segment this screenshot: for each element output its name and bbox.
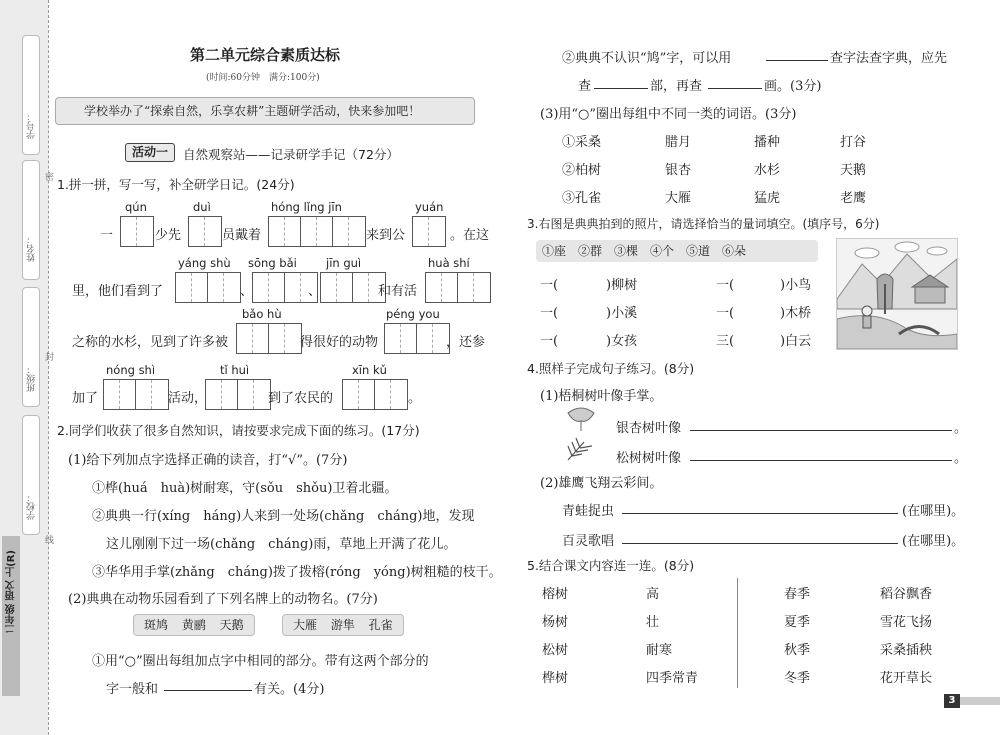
char-grid[interactable]: [188, 216, 222, 247]
answer-blank[interactable]: [766, 60, 828, 61]
blank-prefix: 一(: [540, 306, 559, 321]
text: 到了农民的: [268, 391, 334, 406]
match-item[interactable]: 松树: [542, 643, 569, 658]
text: 里，他们看到了: [72, 284, 164, 299]
word: 大雁: [665, 191, 692, 206]
answer-line[interactable]: [690, 460, 952, 461]
blank-suffix: )小溪: [606, 306, 638, 321]
blank-prefix: 一(: [540, 334, 559, 349]
word: ①采桑: [562, 135, 602, 150]
school-label: 学校：: [27, 493, 37, 520]
word: 腊月: [665, 135, 692, 150]
blank-suffix: )白云: [780, 334, 812, 349]
pinyin: sōng bǎi: [248, 256, 297, 270]
class-label: 班级：: [27, 365, 37, 392]
text: 加了: [72, 391, 99, 406]
q2-part3: (3)用“○”圈出每组中不同一类的词语。(3分): [540, 107, 797, 122]
answer-blank[interactable]: [708, 88, 762, 89]
text: (在哪里)。: [902, 504, 965, 519]
text: 。: [408, 391, 422, 406]
name-box[interactable]: [22, 160, 40, 280]
answer-line[interactable]: [622, 513, 898, 514]
animal-sign-2: 大雁 游隼 孔雀: [282, 614, 404, 636]
q4-part2: (2)雄鹰飞翔云彩间。: [540, 476, 663, 491]
word: ②柏树: [562, 163, 602, 178]
pine-needle-icon: [564, 436, 598, 464]
dict-line-a: ②典典不认识“鸠”字，可以用: [562, 51, 732, 66]
pinyin: tǐ huì: [220, 363, 250, 377]
pinyin: nóng shì: [106, 363, 156, 377]
blank-prefix: 三(: [716, 334, 735, 349]
column-divider: [737, 578, 738, 688]
answer-blank[interactable]: [594, 88, 648, 89]
word: ③孔雀: [562, 191, 602, 206]
pinyin: péng you: [386, 307, 440, 321]
blank-suffix: )木桥: [780, 306, 812, 321]
animal-sign-1: 斑鸠 黄鹂 天鹅: [133, 614, 255, 636]
q4-part1: (1)梧桐树叶像手掌。: [540, 389, 663, 404]
char-grid[interactable]: [384, 323, 450, 354]
match-item[interactable]: 桦树: [542, 671, 569, 686]
char-grid[interactable]: [205, 379, 271, 410]
char-grid[interactable]: [425, 272, 491, 303]
q1-heading: 1.拼一拼，写一写，补全研学日记。(24分): [57, 177, 295, 192]
dict-line-c: 查: [578, 79, 592, 94]
q4-line4-label: 百灵歌唱: [562, 534, 615, 549]
pinyin: duì: [193, 200, 211, 214]
match-item[interactable]: 采桑插秧: [880, 643, 933, 658]
char-grid[interactable]: [236, 323, 302, 354]
text: 员戴着: [222, 228, 262, 243]
blank-suffix: )柳树: [606, 278, 638, 293]
pinyin: hóng lǐng jīn: [271, 200, 342, 214]
pinyin: yuán: [415, 200, 444, 214]
match-item[interactable]: 夏季: [784, 615, 811, 630]
text: (在哪里)。: [902, 534, 965, 549]
blank-prefix: 一(: [540, 278, 559, 293]
match-item[interactable]: 壮: [646, 615, 660, 630]
page-title: 第二单元综合素质达标: [190, 46, 341, 64]
q5-heading: 5.结合课文内容连一连。(8分): [527, 558, 695, 573]
page-footer-bar: [960, 697, 1000, 705]
q4-line1-label: 银杏树叶像: [616, 421, 682, 436]
page-number: 3: [944, 694, 960, 708]
q2-sub1c: 有关。(4分): [254, 682, 325, 697]
scene-illustration: [836, 238, 958, 350]
match-item[interactable]: 花开草长: [880, 671, 933, 686]
char-grid[interactable]: [268, 216, 366, 247]
q2-part2: (2)典典在动物乐园看到了下列名牌上的动物名。(7分): [68, 592, 378, 607]
activity-title: 自然观察站——记录研学手记（72分）: [183, 147, 399, 162]
word: 水杉: [754, 163, 781, 178]
cut-mark-xian: 线: [45, 536, 55, 546]
dict-line-d: 部，再查: [650, 79, 703, 94]
word: 打谷: [840, 135, 867, 150]
student-id-label: 学号：: [27, 112, 37, 139]
text: 一: [100, 228, 114, 243]
dict-line-e: 画。(3分): [764, 79, 822, 94]
q2-line1: ①桦(huá huà)树耐寒，守(sǒu shǒu)卫着北疆。: [92, 481, 398, 496]
q2-sub1b: 字一般和: [106, 682, 159, 697]
char-grid[interactable]: [103, 379, 169, 410]
pinyin: bǎo hù: [242, 307, 282, 321]
char-grid[interactable]: [175, 272, 241, 303]
word: 播种: [754, 135, 781, 150]
char-grid[interactable]: [120, 216, 154, 247]
pinyin: xīn kǔ: [352, 363, 387, 377]
blank-suffix: )女孩: [606, 334, 638, 349]
text: 。在这: [450, 228, 490, 243]
char-grid[interactable]: [342, 379, 408, 410]
exam-info: (时间:60分钟 满分:100分): [206, 73, 320, 83]
ginkgo-leaf-icon: [564, 405, 598, 433]
theme-banner: 学校举办了“探索自然，乐享农耕”主题研学活动，快来参加吧！: [55, 97, 475, 125]
text: 得很好的动物: [300, 335, 379, 350]
match-item[interactable]: 杨树: [542, 615, 569, 630]
match-item[interactable]: 四季常青: [646, 671, 699, 686]
pinyin: qún: [125, 200, 147, 214]
text: 。: [954, 421, 968, 436]
match-item[interactable]: 榕树: [542, 587, 569, 602]
text: ，还参: [446, 335, 486, 350]
text: 和有活: [378, 284, 418, 299]
word: 银杏: [665, 163, 692, 178]
text: 、: [240, 284, 254, 299]
q2-line3: 这儿刚刚下过一场(chǎng cháng)雨，草地上开满了花儿。: [106, 537, 457, 552]
q4-line3-label: 青蛙捉虫: [562, 504, 615, 519]
answer-blank[interactable]: [164, 690, 252, 691]
char-grid[interactable]: [412, 216, 446, 247]
text: 之称的水杉，见到了许多被: [72, 335, 229, 350]
pinyin: jīn guì: [326, 256, 362, 270]
cut-line: [48, 0, 49, 735]
dict-line-b: 查字法查字典，应先: [830, 51, 948, 66]
blank-suffix: )小鸟: [780, 278, 812, 293]
blank-prefix: 一(: [716, 306, 735, 321]
match-item[interactable]: 秋季: [784, 643, 811, 658]
match-item[interactable]: 稻谷飘香: [880, 587, 933, 602]
word: 天鹅: [840, 163, 867, 178]
match-item[interactable]: 雪花飞扬: [880, 615, 933, 630]
char-grid[interactable]: [320, 272, 386, 303]
pinyin: huà shí: [428, 256, 470, 270]
q4-line2-label: 松树树叶像: [616, 451, 682, 466]
match-item[interactable]: 高: [646, 587, 660, 602]
q2-line2: ②典典一行(xíng háng)人来到一处场(chǎng cháng)地，发现: [92, 509, 475, 524]
measure-word-options: ①座 ②群 ③棵 ④个 ⑤道 ⑥朵: [536, 240, 818, 262]
text: 。: [954, 451, 968, 466]
text: 、: [308, 284, 322, 299]
match-item[interactable]: 冬季: [784, 671, 811, 686]
answer-line[interactable]: [622, 543, 898, 544]
activity-tag: 活动一: [125, 143, 175, 162]
text: 来到公: [366, 228, 406, 243]
word: 老鹰: [840, 191, 867, 206]
q4-heading: 4.照样子完成句子练习。(8分): [527, 361, 695, 376]
q2-part1: (1)给下列加点字选择正确的读音，打“√”。(7分): [68, 453, 348, 468]
word: 猛虎: [754, 191, 781, 206]
answer-line[interactable]: [690, 430, 952, 431]
text: 活动，: [168, 391, 208, 406]
cut-mark-mi: 密: [45, 173, 55, 183]
q2-heading: 2.同学们收获了很多自然知识，请按要求完成下面的练习。(17分): [57, 423, 420, 438]
blank-prefix: 一(: [716, 278, 735, 293]
q2-sub1: ①用“○”圈出每组加点字中相同的部分。带有这两个部分的: [92, 654, 429, 669]
grade-subject-label: 二年级 语文 上(R): [6, 550, 17, 634]
q3-heading: 3.右图是典典拍到的照片，请选择恰当的量词填空。(填序号，6分): [527, 217, 880, 231]
match-item[interactable]: 春季: [784, 587, 811, 602]
pinyin: yáng shù: [178, 256, 231, 270]
q2-line4: ③华华用手掌(zhǎng cháng)拨了拨榕(róng yóng)树粗糙的枝干。: [92, 565, 502, 580]
match-item[interactable]: 耐寒: [646, 643, 673, 658]
name-label: 姓名：: [27, 235, 37, 262]
text: 少先: [155, 228, 182, 243]
cut-mark-feng: 封: [45, 353, 55, 363]
